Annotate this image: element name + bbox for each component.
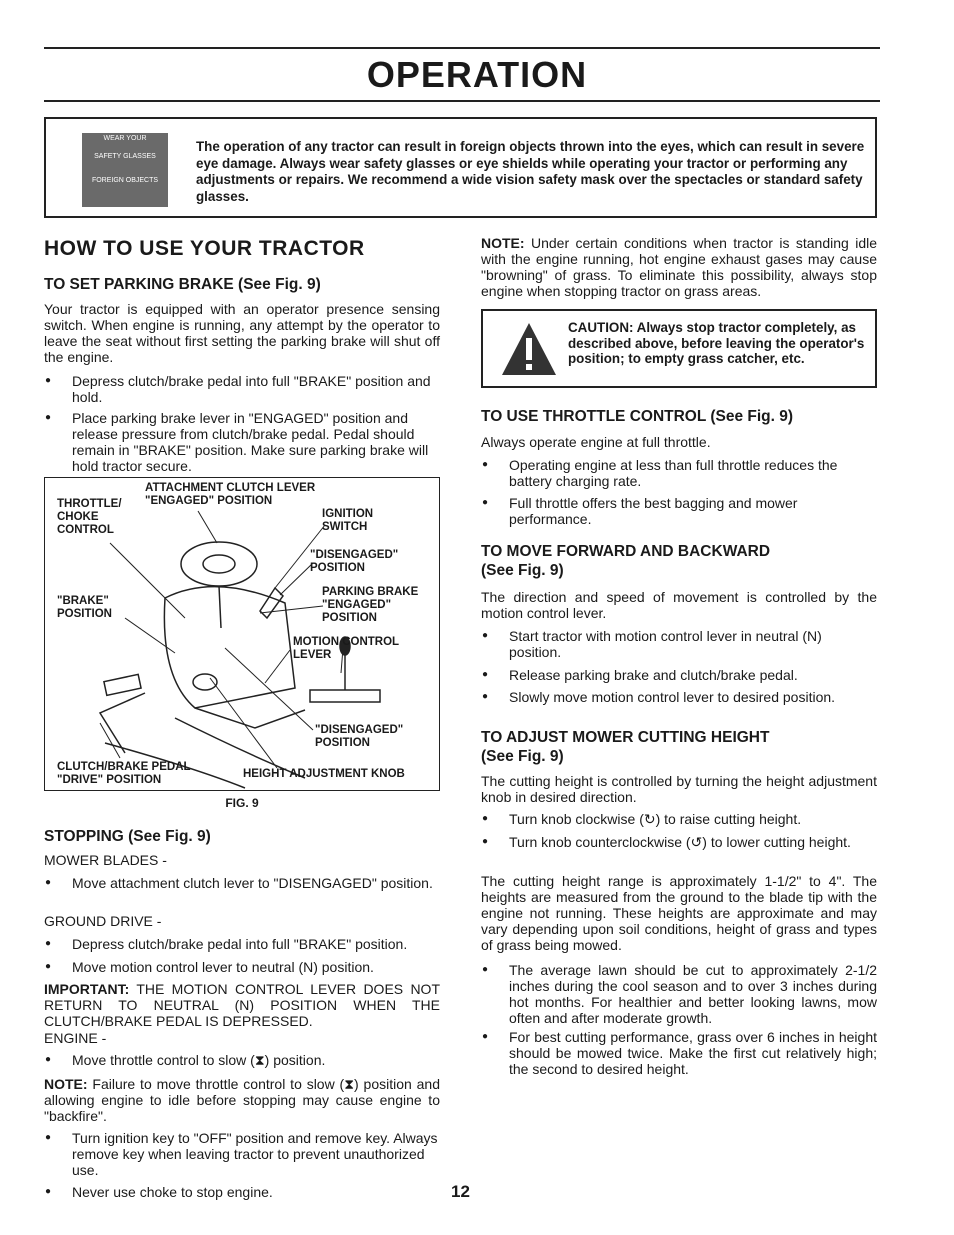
list-item: ● Place parking brake lever in "ENGAGED" position and release pressure from clutch/brake pedal. Pedal should remain in "BRAKE" position. Make sure parking brake will hold tractor secure. xyxy=(45,410,429,474)
height-intro: The cutting height is controlled by turning the height adjustment knob in desired direction. xyxy=(481,773,877,805)
list-item: ● For best cutting performance, grass over 6 inches in height should be mowed twice. Make the first cut relatively high; the second to desired height. xyxy=(482,1029,877,1077)
list-item: ● Turn ignition key to "OFF" position and remove key. Always remove key when leaving tractor to prevent unauthorized use. xyxy=(45,1130,438,1178)
label-throttle-choke: THROTTLE/ CHOKE CONTROL xyxy=(57,498,122,536)
label-ignition-switch: IGNITION SWITCH xyxy=(322,508,374,533)
important-note xyxy=(44,981,440,1029)
important-text: THE MOTION CONTROL LEVER DOES NOT RETURN TO NEUTRAL (N) POSITION WHEN THE CLUTCH/BRAKE PEDAL IS DEPRESSED. xyxy=(44,981,440,1029)
height-heading-line2: (See Fig. 9) xyxy=(481,748,564,765)
caution-box xyxy=(481,309,877,388)
move-heading xyxy=(481,542,770,580)
exhaust-note xyxy=(481,235,877,299)
list-item: ● Turn knob clockwise (↻) to raise cutting height. xyxy=(482,811,802,827)
engine-note xyxy=(44,1076,440,1124)
label-motion-control: MOTION CONTROL LEVER xyxy=(293,636,399,661)
note-text: Failure to move throttle control to slow (⧗) position and allowing engine to idle before stopping may cause engine to "backfire". xyxy=(44,1076,441,1124)
list-item-text: Operating engine at less than full throttle reduces the battery charging rate. xyxy=(509,457,838,489)
list-item-text: Release parking brake and clutch/brake pedal. xyxy=(509,667,798,683)
label-disengaged-bottom: "DISENGAGED" POSITION xyxy=(315,724,404,749)
throttle-heading: TO USE THROTTLE CONTROL (See Fig. 9) xyxy=(481,408,794,425)
move-intro: The direction and speed of movement is controlled by the motion control lever. xyxy=(481,589,877,621)
section-title: HOW TO USE YOUR TRACTOR xyxy=(44,237,365,260)
list-item-text: Turn knob clockwise (↻) to raise cutting height. xyxy=(509,811,802,827)
move-heading-line1: TO MOVE FORWARD AND BACKWARD xyxy=(481,543,771,560)
safety-glasses-icon xyxy=(82,133,168,207)
header-rule-top xyxy=(44,47,880,49)
list-item: ● Start tractor with motion control lever in neutral (N) position. xyxy=(482,628,822,660)
list-item: ● Depress clutch/brake pedal into full "BRAKE" position and hold. xyxy=(45,373,431,405)
safety-icon-bottom-text: FOREIGN OBJECTS xyxy=(91,177,159,184)
list-item: ● Move throttle control to slow (⧗) position. xyxy=(45,1052,326,1068)
stopping-heading: STOPPING (See Fig. 9) xyxy=(44,828,211,845)
label-brake-position: "BRAKE" POSITION xyxy=(57,595,112,620)
list-item-text: Place parking brake lever in "ENGAGED" position and release pressure from clutch/brake pedal. Pedal should remain in "BRAKE" position. Make sure parking brake will hold tractor secure. xyxy=(72,410,429,474)
height-heading xyxy=(481,728,769,766)
label-parking-brake: PARKING BRAKE "ENGAGED" POSITION xyxy=(322,586,419,624)
caution-text: CAUTION: Always stop tractor completely, as described above, before leaving the operator's position; to empty grass catcher, etc. xyxy=(568,320,865,366)
throttle-intro: Always operate engine at full throttle. xyxy=(481,434,711,450)
list-item: ● Full throttle offers the best bagging and mower performance. xyxy=(482,495,798,527)
list-item-text: Never use choke to stop engine. xyxy=(72,1184,273,1200)
list-item-text: Turn ignition key to "OFF" position and remove key. Always remove key when leaving tractor to prevent unauthorized use. xyxy=(72,1130,438,1178)
list-item: ● Slowly move motion control lever to desired position. xyxy=(482,689,836,705)
list-item: ● Never use choke to stop engine. xyxy=(45,1184,273,1200)
page-number: 12 xyxy=(451,1182,470,1201)
important-label: IMPORTANT: xyxy=(44,981,130,997)
list-item-text: Turn knob counterclockwise (↺) to lower cutting height. xyxy=(509,834,851,850)
list-item-text: Move throttle control to slow (⧗) position. xyxy=(72,1052,326,1068)
safety-warning-box xyxy=(44,117,877,218)
list-item-text: For best cutting performance, grass over 6 inches in height should be mowed twice. Make the first cut relatively high; the second to desired height. xyxy=(509,1029,877,1077)
note-label: NOTE: xyxy=(481,235,525,251)
list-item-text: The average lawn should be cut to approximately 2-1/2 inches during the cool season and to over 3 inches during hot months. For healthier and better looking lawns, mow often and after moderate growth. xyxy=(509,962,877,1026)
list-item-text: Full throttle offers the best bagging and mower performance. xyxy=(509,495,798,527)
list-item: ● Operating engine at less than full throttle reduces the battery charging rate. xyxy=(482,457,838,489)
label-height-knob: HEIGHT ADJUSTMENT KNOB xyxy=(243,768,405,780)
page-title: OPERATION xyxy=(366,54,588,95)
note-text: Under certain conditions when tractor is standing idle with the engine running, hot engine exhaust gases may cause "browning" of grass. To eliminate this possibility, always stop engine when stopping tractor on grass areas. xyxy=(481,235,878,299)
list-item: ● Move attachment clutch lever to "DISENGAGED" position. xyxy=(45,875,433,891)
ground-drive-label: GROUND DRIVE - xyxy=(44,913,162,929)
list-item: ● Move motion control lever to neutral (N) position. xyxy=(45,959,374,975)
list-item: ● Turn knob counterclockwise (↺) to lower cutting height. xyxy=(482,834,851,850)
parking-intro: Your tractor is equipped with an operator presence sensing switch. When engine is running, any attempt by the operator to leave the seat without first setting the parking brake will shut off the engine. xyxy=(44,301,440,365)
list-item-text: Move motion control lever to neutral (N) position. xyxy=(72,959,374,975)
height-heading-line1: TO ADJUST MOWER CUTTING HEIGHT xyxy=(481,729,770,746)
figure-9 xyxy=(44,477,440,791)
safety-icon-top-text: WEAR YOUR xyxy=(103,135,147,142)
safety-warning-text: The operation of any tractor can result in foreign objects thrown into the eyes, which can result in severe eye damage. Always wear safety glasses or eye shields while operating your tractor or performing any adjustments or repairs. We recommend a wide vision safety mask over the spectacles or standard safety glasses. xyxy=(196,139,865,204)
label-clutch-brake-pedal: CLUTCH/BRAKE PEDAL "DRIVE" POSITION xyxy=(57,761,191,786)
list-item: ● Depress clutch/brake pedal into full "BRAKE" position. xyxy=(45,936,408,952)
engine-label: ENGINE - xyxy=(44,1030,107,1046)
move-heading-line2: (See Fig. 9) xyxy=(481,562,564,579)
list-item-text: Depress clutch/brake pedal into full "BRAKE" position and hold. xyxy=(72,373,431,405)
list-item-text: Move attachment clutch lever to "DISENGAGED" position. xyxy=(72,875,433,891)
parking-heading: TO SET PARKING BRAKE (See Fig. 9) xyxy=(44,276,321,293)
note-label: NOTE: xyxy=(44,1076,88,1092)
safety-icon-mid-text: SAFETY GLASSES xyxy=(94,153,156,160)
warning-triangle-icon xyxy=(500,321,558,377)
list-item-text: Slowly move motion control lever to desired position. xyxy=(509,689,836,705)
list-item-text: Start tractor with motion control lever in neutral (N) position. xyxy=(509,628,822,660)
list-item-text: Depress clutch/brake pedal into full "BRAKE" position. xyxy=(72,936,408,952)
figure-caption: FIG. 9 xyxy=(225,796,259,810)
label-attachment-clutch: ATTACHMENT CLUTCH LEVER "ENGAGED" POSITION xyxy=(145,482,316,507)
label-disengaged-top: "DISENGAGED" POSITION xyxy=(310,549,399,574)
mower-blades-label: MOWER BLADES - xyxy=(44,852,167,868)
list-item: ● Release parking brake and clutch/brake pedal. xyxy=(482,667,798,683)
header-rule-bottom xyxy=(44,100,880,102)
list-item: ● The average lawn should be cut to approximately 2-1/2 inches during the cool season and to over 3 inches during hot months. For healthier and better looking lawns, mow often and after moderate growth. xyxy=(482,962,877,1026)
height-range-para: The cutting height range is approximately 1-1/2" to 4". The heights are measured from the ground to the blade tip with the engine not running. These heights are approximate and may vary depending upon soil conditions, height of grass and types of grass being mowed. xyxy=(481,873,877,953)
